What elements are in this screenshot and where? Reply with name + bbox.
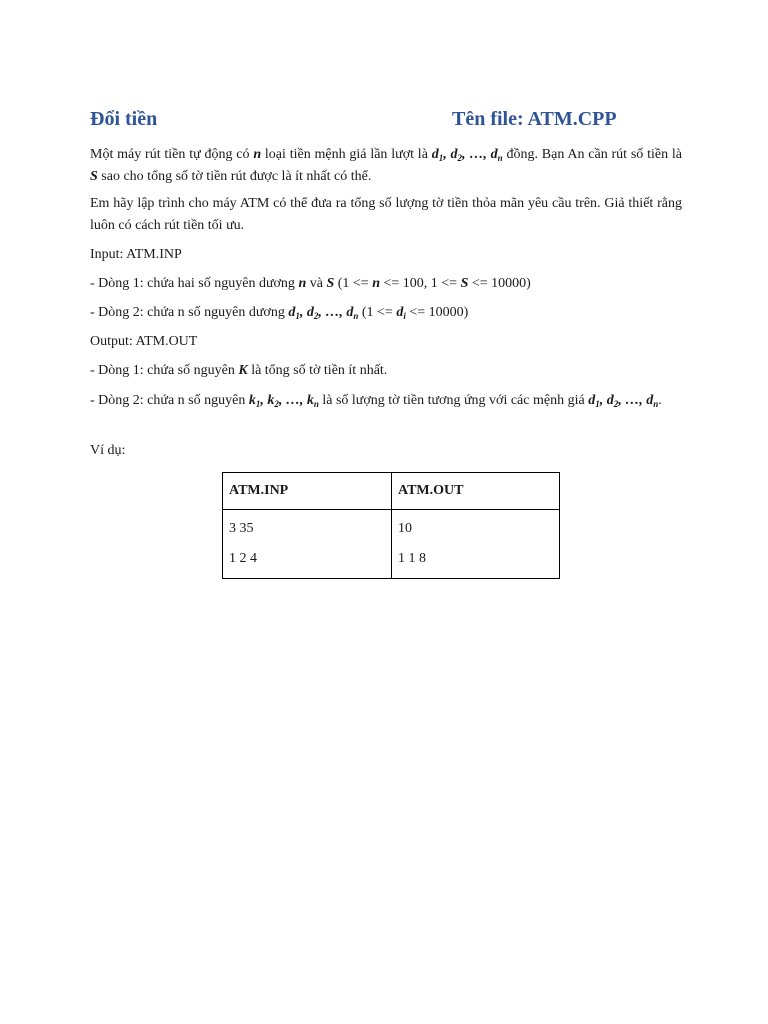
example-input-line-2: 1 2 4 (229, 551, 257, 566)
table-header-row (223, 473, 560, 510)
problem-description: Một máy rút tiền tự động có n loại tiền mệnh giá lần lượt là $d_1$, $d_2$, …, $d_n$ đồng. Bạn An cần rút số tiền là S sao cho tổng số tờ tiền rút được là ít nhất có thể. (90, 147, 683, 184)
output-line-2: - Dòng 2: chứa n số nguyên $k_1$, $k_2$, …, $k_n$ là số lượng tờ tiền tương ứng với các mệnh giá $d_1$, $d_2$, …, $d_n$. (90, 393, 662, 409)
example-input-line-1: 3 35 (229, 521, 254, 536)
input-line-2: - Dòng 2: chứa n số nguyên dương $d_1$, $d_2$, …, $d_n$ $(1 <= d_i <= 10000)$ (90, 305, 469, 321)
table-header-output: ATM.OUT (392, 473, 560, 510)
example-output-line-2: 1 1 8 (398, 551, 426, 566)
table-row (223, 510, 560, 579)
example-input-cell (223, 510, 392, 579)
table-header-input: ATM.INP (223, 473, 392, 510)
example-heading: Ví dụ: (90, 443, 126, 458)
output-line-1: - Dòng 1: chứa số nguyên K là tổng số tờ tiền ít nhất. (90, 363, 388, 378)
input-line-1: - Dòng 1: chứa hai số nguyên dương n và S (1 <= n <= 100, 1 <= S <= 10000) (90, 276, 531, 291)
file-name-title: Tên file: ATM.CPP (452, 108, 617, 130)
input-heading: Input: ATM.INP (90, 247, 182, 262)
example-output-line-1: 10 (398, 521, 412, 536)
problem-title: Đổi tiền (90, 108, 158, 130)
output-heading: Output: ATM.OUT (90, 334, 198, 349)
task-description: Em hãy lập trình cho máy ATM có thể đưa ra tổng số lượng tờ tiền thỏa mãn yêu cầu trên. Giả thiết rằng luôn có cách rút tiền tối ưu. (90, 196, 682, 233)
example-output-cell (392, 510, 560, 579)
example-table (222, 472, 560, 579)
